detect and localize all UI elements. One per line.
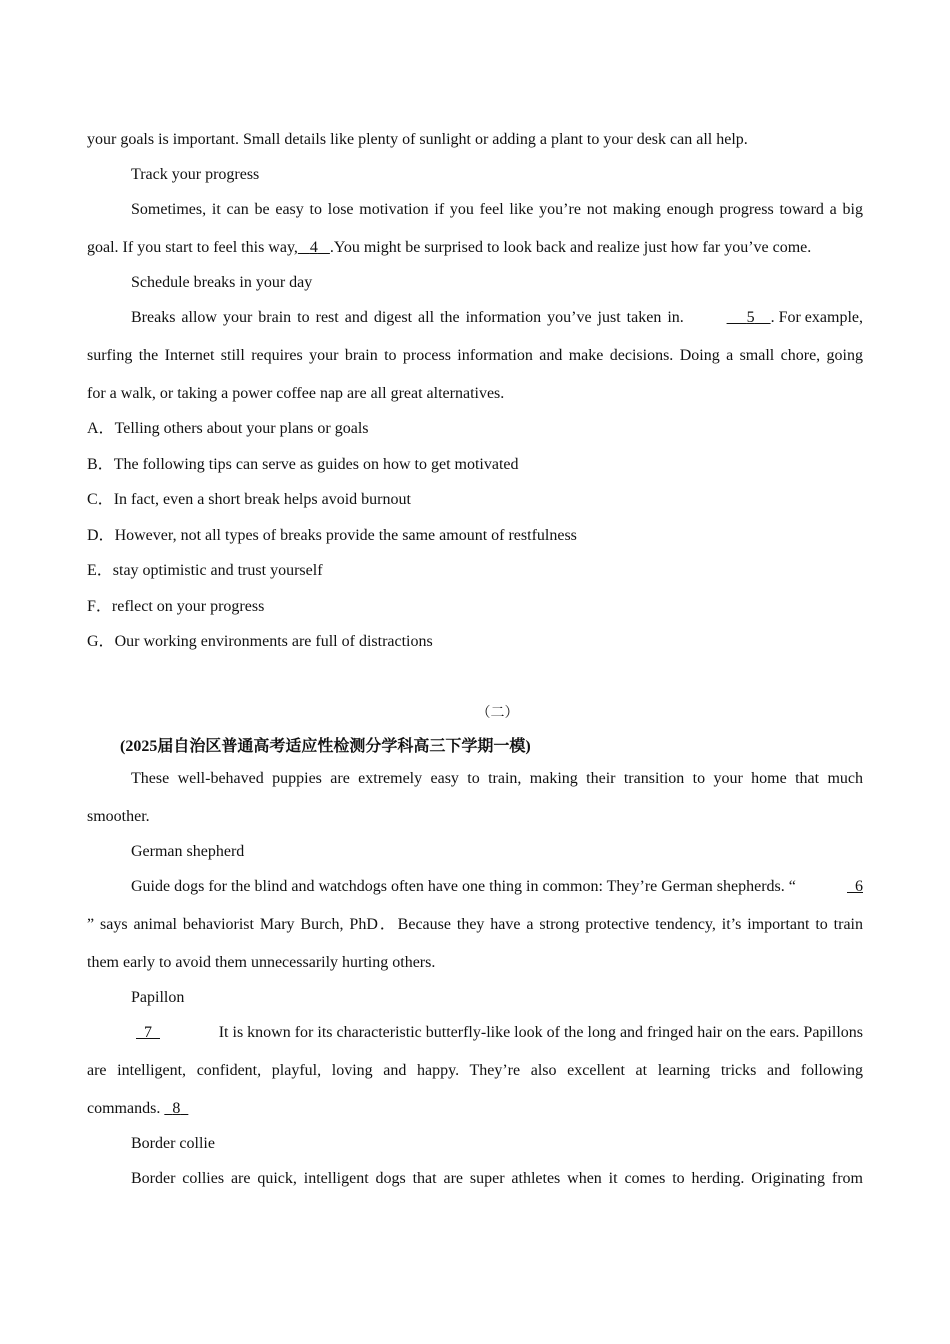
blank-4 <box>298 239 330 256</box>
paragraph-line: Border collies are quick, intelligent dogs that are super athletes when it comes to herding. Originating from <box>131 1170 863 1187</box>
option-letter: G． <box>87 633 115 650</box>
heading-schedule-breaks: Schedule breaks in your day <box>131 274 313 291</box>
option-c <box>87 490 863 510</box>
blank-number: 5 <box>746 309 755 326</box>
paragraph-line: Sometimes, it can be easy to lose motivation if you feel like you’re not making enough progress toward a big <box>131 201 863 218</box>
paragraph-line: surfing the Internet still requires your brain to process information and make decisions. Doing a small chore, going <box>87 347 863 364</box>
text-segment: Breaks allow your brain to rest and digest all the information you’ve just taken in. <box>131 309 684 326</box>
heading-border-collie: Border collie <box>131 1135 215 1152</box>
paragraph-line: ” says animal behaviorist Mary Burch, PhD．Because they have a strong protective tendency, it’s important to train <box>87 916 863 933</box>
option-a <box>87 419 863 439</box>
option-text: reflect on your progress <box>111 598 265 615</box>
paragraph-line <box>131 877 863 897</box>
blank-number: 4 <box>309 239 318 256</box>
option-letter: B． <box>87 456 114 473</box>
paragraph-line <box>136 1023 863 1043</box>
option-letter: F． <box>87 598 112 615</box>
section-number: （二） <box>476 706 519 721</box>
blank-6 <box>847 877 863 897</box>
heading-german-shepherd: German shepherd <box>131 843 245 860</box>
blank-number: 8 <box>172 1100 181 1117</box>
blank-number: 7 <box>144 1024 152 1041</box>
option-text: However, not all types of breaks provide the same amount of restfulness <box>114 527 577 544</box>
text-segment: It is known for its characteristic butterfly-like look of the long and fringed hair on the ears. Papillons <box>218 1024 863 1041</box>
option-letter: D． <box>87 527 115 544</box>
blank-5 <box>727 309 771 326</box>
option-g <box>87 632 863 652</box>
text-segment: . For example, <box>770 309 863 326</box>
text-segment: commands. <box>87 1100 161 1117</box>
paragraph-line: These well-behaved puppies are extremely easy to train, making their transition to your home that much <box>131 770 863 787</box>
option-letter: E． <box>87 562 113 579</box>
text-segment: .You might be surprised to look back and realize just how far you’ve come. <box>329 239 812 256</box>
heading-track-progress: Track your progress <box>131 166 260 183</box>
option-e <box>87 561 863 581</box>
paragraph-line <box>131 308 863 328</box>
option-text: Our working environments are full of distractions <box>114 633 433 650</box>
blank-number: 6 <box>855 878 863 895</box>
option-b <box>87 455 863 475</box>
option-d <box>87 526 863 546</box>
blank-8 <box>164 1100 188 1117</box>
source-note: (2025届自治区普通高考适应性检测分学科高三下学期一模) <box>120 738 531 755</box>
paragraph-line: them early to avoid them unnecessarily hurting others. <box>87 954 436 971</box>
text-segment: goal. If you start to feel this way, <box>87 239 298 256</box>
paragraph-line <box>87 238 863 258</box>
paragraph-line: your goals is important. Small details like plenty of sunlight or adding a plant to your desk can all help. <box>87 131 748 148</box>
option-text: stay optimistic and trust yourself <box>112 562 323 579</box>
option-f <box>87 597 863 617</box>
paragraph-line: smoother. <box>87 808 150 825</box>
text-segment: Guide dogs for the blind and watchdogs often have one thing in common: They’re German shepherds. “ <box>131 878 796 895</box>
option-letter: A． <box>87 420 115 437</box>
blank-7 <box>136 1023 160 1043</box>
paragraph-line: are intelligent, confident, playful, loving and happy. They’re also excellent at learning tricks and following <box>87 1062 863 1079</box>
paragraph-line <box>87 1099 863 1119</box>
paragraph-line: for a walk, or taking a power coffee nap are all great alternatives. <box>87 385 505 402</box>
option-text: The following tips can serve as guides on how to get motivated <box>113 456 519 473</box>
option-text: In fact, even a short break helps avoid burnout <box>113 491 411 508</box>
option-text: Telling others about your plans or goals <box>114 420 369 437</box>
heading-papillon: Papillon <box>131 989 185 1006</box>
option-letter: C． <box>87 491 114 508</box>
